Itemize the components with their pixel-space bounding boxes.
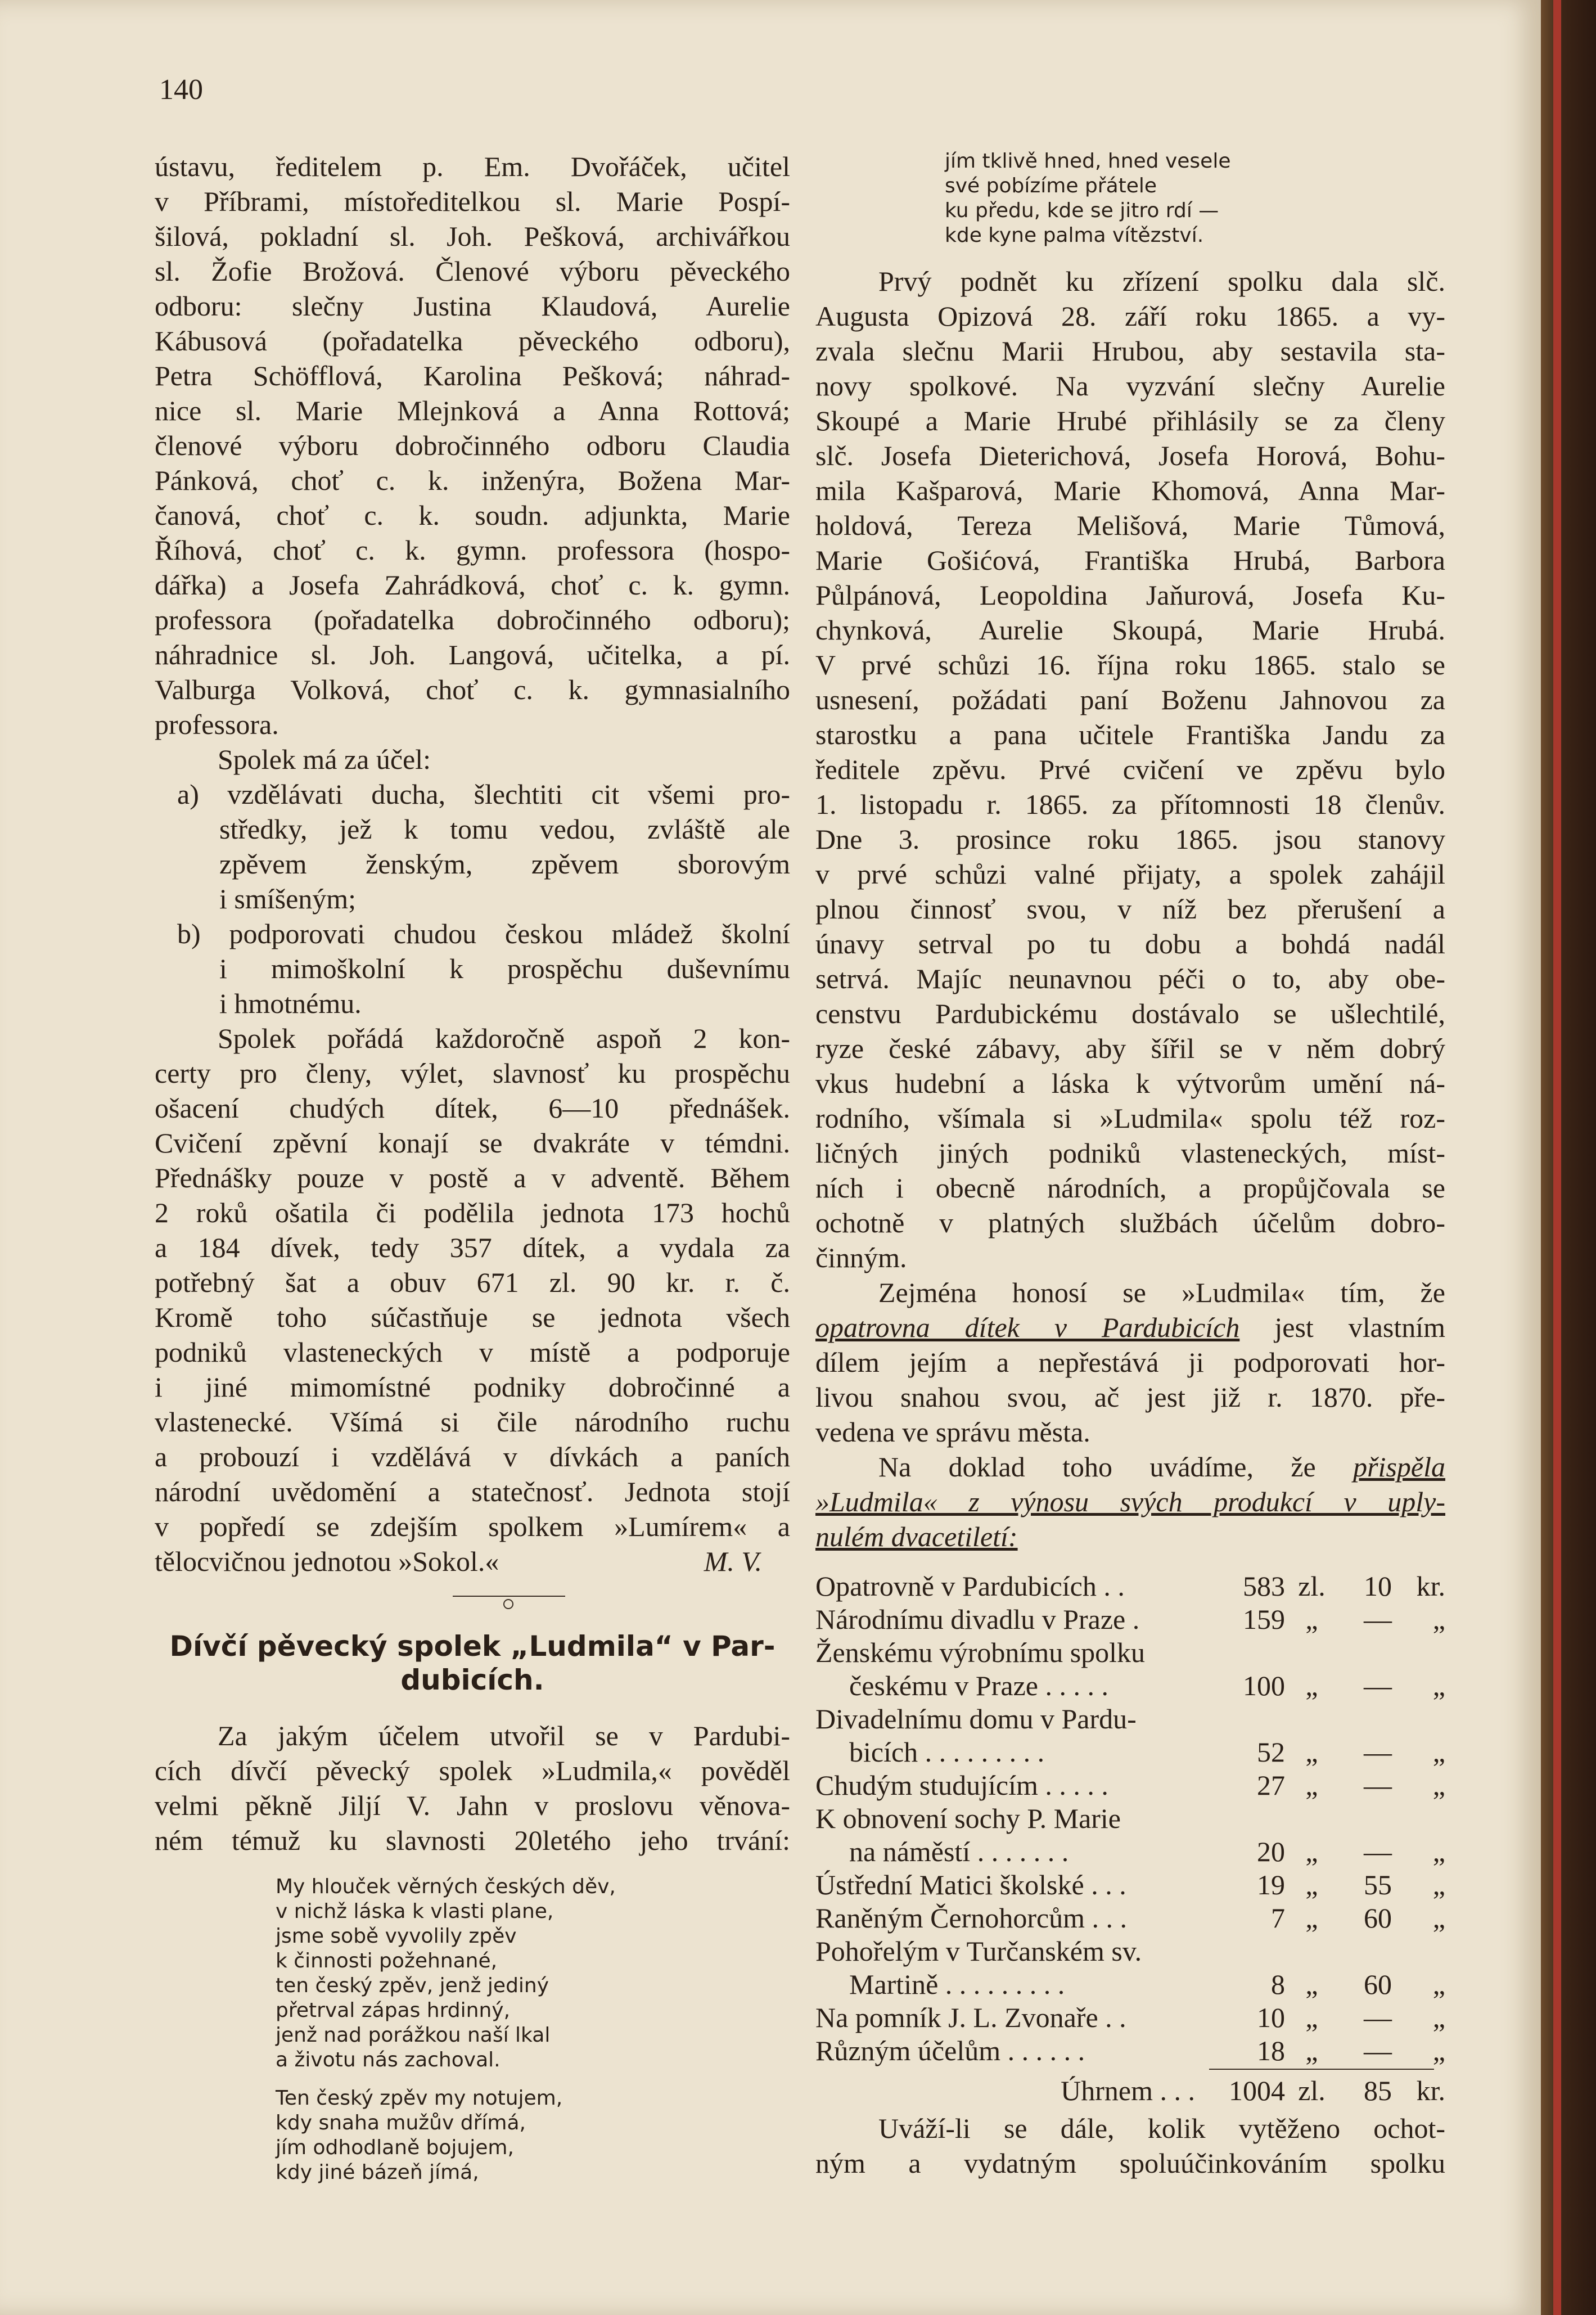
text-line: cích dívčí pěvecký spolek »Ludmila,« pověděl bbox=[155, 1755, 790, 1786]
text-line-mixed bbox=[815, 1310, 1445, 1345]
text-line: velmi pěkně Jiljí V. Jahn v proslovu věnova- bbox=[155, 1790, 790, 1821]
donation-zl: 8 bbox=[1271, 1969, 1285, 2000]
donation-zl bbox=[1206, 1802, 1285, 1835]
donation-kr-unit: „ bbox=[1432, 1969, 1445, 2000]
paragraph-committee bbox=[155, 149, 790, 742]
poem-line: kde kyne palma vítězství. bbox=[945, 224, 1204, 247]
donation-kr-unit: „ bbox=[1432, 1869, 1445, 1900]
total-label: Úhrnem . . . bbox=[1061, 2075, 1195, 2106]
donation-row bbox=[815, 1636, 1445, 1669]
poem-line: přetrval zápas hrdinný, bbox=[276, 1999, 511, 2022]
text-line: ústavu, ředitelem p. Em. Dvořáček, učitel bbox=[155, 151, 790, 182]
paragraph-activities bbox=[155, 1021, 790, 1579]
text-line-mixed bbox=[815, 1449, 1445, 1484]
text-line: vkus hudební a láska k výtvorům umění ná- bbox=[815, 1068, 1445, 1099]
donation-kr bbox=[1338, 1703, 1392, 1736]
text-line: ličných jiných podniků vlasteneckých, míst- bbox=[815, 1137, 1445, 1169]
text-line: Cvičení zpěvní konají se dvakráte v témdni. bbox=[155, 1127, 790, 1159]
poem-stanza-1 bbox=[155, 1875, 790, 2073]
donation-row bbox=[815, 1570, 1445, 1603]
text-line: v prvé schůzi valné přijaty, a spolek zahájil bbox=[815, 858, 1445, 890]
poem-line: jím tklivě hned, hned vesele bbox=[945, 150, 1231, 173]
total-zl-unit: zl. bbox=[1298, 2075, 1326, 2106]
poem-line: své pobízíme přátele bbox=[945, 174, 1157, 197]
donation-kr bbox=[1338, 1636, 1392, 1669]
purpose-intro: Spolek má za účel: bbox=[218, 744, 431, 775]
purpose-item-b bbox=[155, 916, 790, 1021]
paragraph-intro bbox=[155, 1718, 790, 1858]
text-line: starostku a pana učitele Františka Jandu za bbox=[815, 719, 1445, 750]
donation-row bbox=[815, 1868, 1445, 1902]
text-line: mila Kašparová, Marie Khomová, Anna Mar- bbox=[815, 475, 1445, 506]
text-line: Pánková, choť c. k. inženýra, Božena Mar- bbox=[155, 465, 790, 496]
text-line: v Příbrami, místoředitelkou sl. Marie Pospí- bbox=[155, 186, 790, 217]
emphasis-text: opatrovna dítek v Pardubicích bbox=[815, 1312, 1240, 1343]
text-line: čanová, choť c. k. soudn. adjunkta, Marie bbox=[155, 499, 790, 531]
donation-zl-unit: „ bbox=[1305, 1836, 1318, 1867]
text-line: Za jakým účelem utvořil se v Pardubi- bbox=[218, 1720, 790, 1751]
text-line: novy spolkové. Na vyzvání slečny Aurelie bbox=[815, 370, 1445, 402]
text-line: Marie Gošićová, Františka Hrubá, Barbora bbox=[815, 544, 1445, 576]
poem-line: kdy snaha mužův dřímá, bbox=[276, 2111, 526, 2134]
text-line: ošacení chudých dítek, 6—10 přednášek. bbox=[155, 1092, 790, 1124]
donation-zl-unit bbox=[1285, 1703, 1338, 1736]
text-line: Valburga Volková, choť c. k. gymnasialního bbox=[155, 674, 790, 705]
text-line: zvala slečnu Marii Hrubou, aby sestavila sta- bbox=[815, 335, 1445, 367]
poem-stanza-3 bbox=[815, 149, 1445, 248]
donation-kr-unit bbox=[1392, 1703, 1445, 1736]
donation-kr-unit bbox=[1392, 1636, 1445, 1669]
text-line: slč. Josefa Dieterichová, Josefa Horová, Bohu- bbox=[815, 440, 1445, 471]
text-line: sl. Žofie Brožová. Členové výboru pěveckého bbox=[155, 255, 790, 287]
donation-row bbox=[815, 2034, 1445, 2068]
donation-label: českému v Praze . . . . . bbox=[849, 1670, 1108, 1701]
text-line: nice sl. Marie Mlejnková a Anna Rottová; bbox=[155, 395, 790, 426]
donation-kr-unit: „ bbox=[1432, 1902, 1445, 1934]
donation-kr: 60 bbox=[1364, 1902, 1392, 1934]
text-line: ních i obecně národních, a propůjčovala se bbox=[815, 1172, 1445, 1204]
donation-zl: 159 bbox=[1243, 1604, 1285, 1635]
text-line: Augusta Opizová 28. září roku 1865. a vy- bbox=[815, 300, 1445, 332]
donation-kr: — bbox=[1364, 1670, 1392, 1701]
donation-zl: 100 bbox=[1243, 1670, 1285, 1701]
text-line: Petra Schöfflová, Karolina Pešková; náhrad- bbox=[155, 360, 790, 391]
poem-line: jsme sobě vyvolily zpěv bbox=[276, 1925, 517, 1948]
donation-zl-unit: „ bbox=[1305, 2035, 1318, 2066]
donation-label: Raněným Černohorcům . . . bbox=[815, 1902, 1128, 1934]
donation-zl: 19 bbox=[1257, 1869, 1285, 1900]
total-zl: 1004 bbox=[1229, 2075, 1285, 2106]
text-line: potřebný šat a obuv 671 zl. 90 kr. r. č. bbox=[155, 1267, 790, 1298]
donation-label: bicích . . . . . . . . . bbox=[849, 1736, 1045, 1768]
total-rule bbox=[1209, 2069, 1434, 2070]
heading-line: dubicích. bbox=[400, 1664, 544, 1696]
donation-zl-unit: „ bbox=[1305, 1902, 1318, 1934]
donation-label: Na pomník J. L. Zvonaře . . bbox=[815, 2002, 1126, 2033]
text-line: ryze české zábavy, aby šířil se v něm dobrý bbox=[815, 1033, 1445, 1064]
donation-zl: 583 bbox=[1243, 1570, 1285, 1602]
total-kr: 85 bbox=[1364, 2075, 1392, 2106]
donation-zl-unit bbox=[1285, 1802, 1338, 1835]
text-line: Skoupé a Marie Hrubé přihlásily se za členy bbox=[815, 405, 1445, 436]
donation-kr-unit: „ bbox=[1432, 1769, 1445, 1801]
donation-label: K obnovení sochy P. Marie bbox=[815, 1803, 1121, 1834]
text-line: censtvu Pardubickému dostávalo se ušlechtilé, bbox=[815, 998, 1445, 1029]
donation-row bbox=[815, 1802, 1445, 1835]
donation-row bbox=[815, 1603, 1445, 1636]
author-signature: M. V. bbox=[704, 1546, 762, 1577]
donations-table bbox=[815, 1570, 1445, 2068]
text-line: středky, jež k tomu vedou, zvláště ale bbox=[219, 813, 790, 845]
poem-line: v nichž láska k vlasti plane, bbox=[276, 1900, 554, 1923]
donation-row bbox=[815, 1669, 1445, 1703]
text-line: holdová, Tereza Melišová, Marie Tůmová, bbox=[815, 510, 1445, 541]
donation-zl: 52 bbox=[1257, 1736, 1285, 1768]
emphasis-line: »Ludmila« z výnosu svých produkcí v uply- bbox=[815, 1486, 1445, 1517]
donation-kr-unit bbox=[1392, 1935, 1445, 1968]
text-line: i jiné mimomístné podniky dobročinné a bbox=[155, 1371, 790, 1403]
text-line: Přednášky pouze v postě a v adventě. Během bbox=[155, 1162, 790, 1193]
text-line: Půlpánová, Leopoldina Jaňurová, Josefa Ku- bbox=[815, 579, 1445, 611]
text-line: Uváží-li se dále, kolik vytěženo ochot- bbox=[878, 2113, 1445, 2144]
text-line: dílem jejím a nepřestává ji podporovati hor- bbox=[815, 1346, 1445, 1378]
text-line: a probouzí i vzdělává v dívkách a paních bbox=[155, 1441, 790, 1472]
donation-label: na náměstí . . . . . . . bbox=[849, 1836, 1069, 1867]
text-line: V prvé schůzi 16. října roku 1865. stalo se bbox=[815, 649, 1445, 681]
text-line: professora (pořadatelka dobročinného odboru); bbox=[155, 604, 790, 636]
text-fragment: Na doklad toho uvádíme, že bbox=[878, 1451, 1354, 1483]
text-line: chynková, Aurelie Skoupá, Marie Hrubá. bbox=[815, 614, 1445, 646]
page-number: 140 bbox=[159, 74, 203, 106]
donation-kr: — bbox=[1364, 1604, 1392, 1635]
text-line: Zejména honosí se »Ludmila« tím, že bbox=[878, 1277, 1445, 1308]
purpose-item-a bbox=[155, 777, 790, 916]
left-column bbox=[155, 149, 790, 2185]
donation-kr-unit: „ bbox=[1432, 2035, 1445, 2066]
text-line: šilová, pokladní sl. Joh. Pešková, archivářkou bbox=[155, 220, 790, 252]
donation-label: Národnímu divadlu v Praze . bbox=[815, 1604, 1140, 1635]
donation-kr: 55 bbox=[1364, 1869, 1392, 1900]
text-line: certy pro členy, výlet, slavnosť ku prospěchu bbox=[155, 1057, 790, 1089]
donation-kr bbox=[1338, 1802, 1392, 1835]
text-line: náhradnice sl. Joh. Langová, učitelka, a pí. bbox=[155, 639, 790, 670]
donation-row bbox=[815, 2001, 1445, 2034]
donation-zl-unit: „ bbox=[1305, 1604, 1318, 1635]
emphasis-text: přispěla bbox=[1353, 1451, 1445, 1483]
donation-zl-unit: „ bbox=[1305, 1769, 1318, 1801]
donation-zl: 10 bbox=[1257, 2002, 1285, 2033]
poem-line: kdy jiné bázeň jímá, bbox=[276, 2161, 479, 2184]
donation-label: Chudým studujícím . . . . . bbox=[815, 1769, 1108, 1801]
emphasis-line: nulém dvacetiletí: bbox=[815, 1521, 1018, 1552]
donation-zl-unit: zl. bbox=[1298, 1570, 1326, 1602]
donation-zl bbox=[1206, 1636, 1285, 1669]
poem-line: jím odhodlaně bojujem, bbox=[276, 2136, 514, 2159]
text-line: professora. bbox=[155, 709, 279, 740]
donation-row bbox=[815, 1736, 1445, 1769]
donation-kr: — bbox=[1364, 2035, 1392, 2066]
text-line: podniků vlasteneckých v místě a podporuje bbox=[155, 1336, 790, 1368]
donation-row bbox=[815, 1902, 1445, 1935]
poem-line: jenž nad porážkou naší lkal bbox=[276, 2024, 551, 2047]
donation-row bbox=[815, 1769, 1445, 1802]
poem-line: k činnosti požehnané, bbox=[276, 1949, 498, 1972]
text-line: ným a vydatným spoluúčinkováním spolku bbox=[815, 2147, 1445, 2179]
heading-line: Dívčí pěvecký spolek „Ludmila“ v Par- bbox=[169, 1630, 776, 1663]
poem-line: a životu nás zachoval. bbox=[276, 2048, 501, 2071]
text-line: členové výboru dobročinného odboru Claudia bbox=[155, 430, 790, 461]
section-heading bbox=[155, 1629, 790, 1697]
donation-kr: — bbox=[1364, 2002, 1392, 2033]
text-line: setrvá. Majíc neunavnou péči o to, aby obe- bbox=[815, 963, 1445, 994]
text-line: Kábusová (pořadatelka pěveckého odboru), bbox=[155, 325, 790, 357]
poem-line: Ten český zpěv my notujem, bbox=[276, 2087, 563, 2110]
text-line-signed bbox=[155, 1544, 790, 1579]
donation-kr-unit: kr. bbox=[1416, 1570, 1445, 1602]
donation-zl-unit: „ bbox=[1305, 1869, 1318, 1900]
paragraph-donations-intro bbox=[815, 1449, 1445, 1554]
donation-zl bbox=[1206, 1703, 1285, 1736]
text-line: i hmotnému. bbox=[219, 988, 362, 1019]
donation-kr-unit bbox=[1392, 1802, 1445, 1835]
donation-label: Martině . . . . . . . . . bbox=[849, 1969, 1065, 2000]
text-line: 2 roků ošatila či podělila jednota 173 hochů bbox=[155, 1197, 790, 1228]
paragraph-nursery bbox=[815, 1275, 1445, 1449]
text-line: únavy setrval po tu dobu a bohdá nadál bbox=[815, 928, 1445, 960]
donation-kr-unit: „ bbox=[1432, 2002, 1445, 2033]
book-spine bbox=[1541, 0, 1596, 2315]
text-line: livou snahou svou, ač jest již r. 1870. pře- bbox=[815, 1381, 1445, 1413]
donation-row bbox=[815, 1935, 1445, 1968]
text-line: ředitele zpěvu. Prvé cvičení ve zpěvu bylo bbox=[815, 754, 1445, 785]
donation-label: Ženskému výrobnímu spolku bbox=[815, 1637, 1146, 1668]
total-kr-unit: kr. bbox=[1416, 2075, 1445, 2106]
divider-ornament bbox=[503, 1599, 513, 1609]
text-line: 1. listopadu r. 1865. za přítomnosti 18 členův. bbox=[815, 789, 1445, 820]
paragraph-founding bbox=[815, 264, 1445, 1275]
right-column bbox=[815, 149, 1445, 2181]
total-row bbox=[815, 2074, 1445, 2107]
donation-zl-unit: „ bbox=[1305, 2002, 1318, 2033]
donation-zl: 18 bbox=[1257, 2035, 1285, 2066]
text-line: i smíšeným; bbox=[219, 883, 357, 915]
donation-kr-unit: „ bbox=[1432, 1836, 1445, 1867]
paragraph-closing bbox=[815, 2111, 1445, 2181]
donation-row bbox=[815, 1835, 1445, 1868]
donation-kr-unit: „ bbox=[1432, 1736, 1445, 1768]
donation-label: Pohořelým v Turčanském sv. bbox=[815, 1935, 1142, 1967]
donation-kr bbox=[1338, 1935, 1392, 1968]
donation-zl-unit: „ bbox=[1305, 1670, 1318, 1701]
text-line: v popředí se zdejším spolkem »Lumírem« a bbox=[155, 1511, 790, 1542]
poem-stanza-2 bbox=[155, 2086, 790, 2185]
text-line: ném témuž ku slavnosti 20letého jeho trvání: bbox=[155, 1825, 790, 1856]
text-line: Prvý podnět ku zřízení spolku dala slč. bbox=[878, 265, 1445, 297]
text-line: vedena ve správu města. bbox=[815, 1416, 1090, 1448]
text-line: a) vzdělávati ducha, šlechtiti cit všemi pro- bbox=[177, 778, 790, 810]
donation-zl: 27 bbox=[1257, 1769, 1285, 1801]
text-line: Říhová, choť c. k. gymn. professora (hospo- bbox=[155, 534, 790, 566]
donation-zl-unit: „ bbox=[1305, 1736, 1318, 1768]
donation-kr: 10 bbox=[1364, 1570, 1392, 1602]
text-line: odboru: slečny Justina Klaudová, Aurelie bbox=[155, 290, 790, 322]
text-line: a 184 dívek, tedy 357 dítek, a vydala za bbox=[155, 1232, 790, 1263]
poem-line: ten český zpěv, jenž jediný bbox=[276, 1974, 549, 1997]
donation-kr: — bbox=[1364, 1736, 1392, 1768]
text-line: usnesení, požádati paní Boženu Jahnovou za bbox=[815, 684, 1445, 715]
text-line: vlastenecké. Všímá si čile národního ruchu bbox=[155, 1406, 790, 1438]
text-line: národní uvědomění a statečnosť. Jednota stojí bbox=[155, 1476, 790, 1507]
donation-zl bbox=[1206, 1935, 1285, 1968]
donation-zl: 20 bbox=[1257, 1836, 1285, 1867]
text-line: činným. bbox=[815, 1242, 907, 1273]
text-line: plnou činnosť svou, v níž bez přerušení a bbox=[815, 893, 1445, 925]
text-line: dářka) a Josefa Zahrádková, choť c. k. gymn. bbox=[155, 569, 790, 601]
text-line: Spolek pořádá každoročně aspoň 2 kon- bbox=[218, 1023, 790, 1054]
poem-line: My hlouček věrných českých děv, bbox=[276, 1875, 616, 1898]
spine-stripe bbox=[1553, 0, 1561, 2315]
text-line: tělocvičnou jednotou »Sokol.« bbox=[155, 1546, 499, 1577]
text-line: rodního, všímala si »Ludmila« spolu též roz- bbox=[815, 1102, 1445, 1134]
text-line: b) podporovati chudou českou mládež školní bbox=[177, 918, 790, 949]
poem-line: ku předu, kde se jitro rdí — bbox=[945, 199, 1219, 222]
donation-label: Různým účelům . . . . . . bbox=[815, 2035, 1085, 2066]
donation-kr-unit: „ bbox=[1432, 1670, 1445, 1701]
text-line: i mimoškolní k prospěchu duševnímu bbox=[219, 953, 790, 984]
text-fragment: jest vlastním bbox=[1239, 1312, 1446, 1343]
donation-kr: — bbox=[1364, 1769, 1392, 1801]
donation-row bbox=[815, 1968, 1445, 2001]
donation-zl-unit bbox=[1285, 1935, 1338, 1968]
text-line: zpěvem ženským, zpěvem sborovým bbox=[219, 848, 790, 880]
donation-label: Opatrovně v Pardubicích . . bbox=[815, 1570, 1125, 1602]
text-line: Dne 3. prosince roku 1865. jsou stanovy bbox=[815, 823, 1445, 855]
donation-kr: 60 bbox=[1364, 1969, 1392, 2000]
donation-kr-unit: „ bbox=[1432, 1604, 1445, 1635]
divider-rule bbox=[453, 1596, 565, 1597]
text-line: Kromě toho súčastňuje se jednota všech bbox=[155, 1301, 790, 1333]
section-break bbox=[155, 1579, 790, 1613]
text-line: ochotně v platných službách účelům dobro- bbox=[815, 1207, 1445, 1238]
donation-kr: — bbox=[1364, 1836, 1392, 1867]
donation-label: Divadelnímu domu v Pardu- bbox=[815, 1703, 1137, 1735]
donation-zl-unit bbox=[1285, 1636, 1338, 1669]
donation-zl-unit: „ bbox=[1305, 1969, 1318, 2000]
donation-zl: 7 bbox=[1271, 1902, 1285, 1934]
donation-label: Ústřední Matici školské . . . bbox=[815, 1869, 1126, 1900]
donation-row bbox=[815, 1703, 1445, 1736]
